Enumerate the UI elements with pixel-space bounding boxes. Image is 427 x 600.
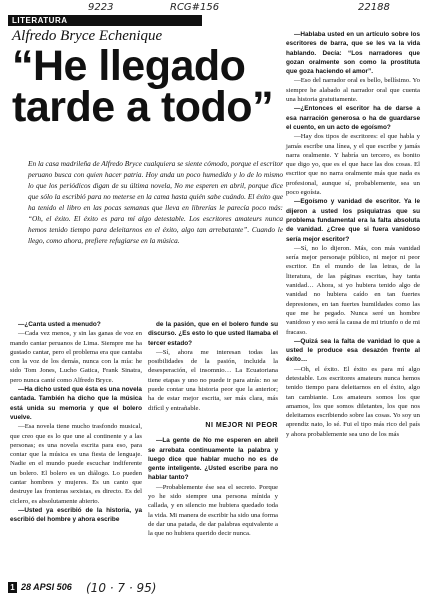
paragraph: —Hablaba usted en un artículo sobre los escritores de barra, que se les va la vida hablando. Decía: “Los narradores que gozan oralmente son como la prostituta que goza haciendo el amor”. xyxy=(286,31,420,76)
headline: “He llegado tarde a todo” xyxy=(12,42,274,131)
page-footer xyxy=(8,582,308,596)
paragraph: —Sí, ahora me interesan todas las posibilidades de la pasión, incluida la desesperación, el insomnio… La Ecuatoriana tiene etapas y uno no puede ir para atrás: no se puede contar una historia peor que la anterior; ha de estar mejor escrita, ser más clara, más difícil y entrañable. xyxy=(148,348,278,412)
paragraph: —¿Canta usted a menudo? xyxy=(18,321,101,328)
paragraph: —Oh, el éxito. El éxito es para mí algo detestable. Los escritores amateurs nunca hemos tenido tiempo para deleitarnos en el éxito, algo tan cambiante. Los amateurs somos los que amamos, los que somos diletantes, los que nos deleitamos escribiendo sobre las cosas. Yo soy un aprendiz nato, lo sé. Fui el tipo más rico del país y ahora probablemente sea uno de los más xyxy=(286,365,420,438)
paragraph: —Sí, no lo dijeron. Más, con más vanidad sería mejor personaje público, ni mejor ni peor escritor. En el mundo de las letras, de la literatura, de las páginas escritas, hay tanta vanidad… Ahora, si yo hubiera tenido algo de vanidad no hubiera caído en tan fuertes depresiones, en tan fuertes humildades como las que me he pegado. Nunca seré un hombre vanidoso y eso será la causa de mi triunfo o de mi fracaso. xyxy=(286,244,420,336)
paragraph: —Probablemente ése sea el secreto. Porque yo he sido siempre una persona mínida y callada, y en silencio me hubiera quedado toda la vida. Mi manera de escribir ha sido una forma de dar una patada, de dar palabras equivalente a la que no hubiera querido decir nunca. xyxy=(148,483,278,538)
handwritten-note-id: 9223 xyxy=(88,2,114,13)
paragraph: —Ha dicho usted que ésta es una novela cantada. También ha dicho que la música está unida su memoria y que el bolero vuelve. xyxy=(10,386,142,421)
author-name: Alfredo Bryce Echenique xyxy=(12,28,163,44)
subheading: NI MEJOR NI PEOR xyxy=(205,421,278,429)
paragraph: —La gente de No me esperen en abril se arrebata continuamente la palabra y luego dice que hablar mucho no es de gente inteligente. ¿Usted escribe para no hablar tanto? xyxy=(148,437,278,482)
handwritten-note-ref: RCG#156 xyxy=(170,2,220,13)
paragraph: —Usted ya escribió de la historia, ya escribió del hombre y ahora escribe xyxy=(10,506,142,524)
handwritten-note-number: 22188 xyxy=(358,2,390,13)
paragraph: —Cada vez menos, y sin las ganas de voz en mando cantar peruanos de Lima. Siempre me ha gustado cantar, pero el problema era que cantaba con la voz de los demás, nunca con la mía: he sido Tom Jones, Lucho Gatica, Frank Sinatra, pero nunca canté como Alfredo Bryce. xyxy=(10,330,142,384)
paragraph: —Hay dos tipos de escritores: el que habla y jamás escribe una línea, y el que escribe y jamás narra oralmente. Y habría un tercero, es bonito que digo yo, que es el que hace las dos cosas. El escritor que no narra oralmente más que nada es profesional, aunque sí, probablemente, sea un poco egoísta. xyxy=(286,133,420,197)
article-column-2 xyxy=(148,320,278,539)
lead-paragraph: En la casa madrileña de Alfredo Bryce cualquiera se siente cómodo, porque el escritor peruano busca con quien hacer patria. Hoy anda un poco humedido y lo de lo mismo lo que los periódicos digan de su última novela, No me esperen en abril, porque dice que sólo la escribió para no meterse en la cama hasta quién sabe cuándo. El éxito que ha tenido el libro en las pocas semanas que lleva en librerías le parecía poco más: “Oh, el éxito. El éxito es para mí algo detestable. Los escritores amateurs nunca hemos tenido tiempo para deleitarnos en el éxito, algo tan arrebatante”. Cuando le llego, como ahora, prefiere refugiarse en la música. xyxy=(28,159,283,245)
page-number: 28 APSI 506 xyxy=(21,582,72,592)
article-column-1 xyxy=(10,320,142,525)
paragraph: —Egoísmo y vanidad de escritor. Ya le dijeron a usted los psiquiatras que su problema fundamental era la falta absoluta de vanidad. ¿Cree que si fuera vanidoso sería mejor escritor? xyxy=(286,198,420,243)
paragraph: —Eso del narrador oral es bello, bellísimo. Yo siempre he alabado al narrador oral que cuenta una historia gratuitamente. xyxy=(286,77,420,104)
paragraph: —Quizá sea la falta de vanidad lo que a usted le produce esa desazón frente al éxito… xyxy=(286,337,420,364)
section-label: LITERATURA xyxy=(8,15,202,26)
paragraph: de la pasión, que en el bolero funde su discurso. ¿Es esto lo que usted llamaba el tercer estado? xyxy=(148,321,278,347)
paragraph: —Esa novela tiene mucho trasfondo musical, que creo que es lo que une al continente y a las personas; es una novela escrita para eso, para contar que la música es una fiesta de lenguaje. Nadie en el mundo puede escuchar indiferente un bolero. El bolero es un diálogo. Lo pueden cantar hombres y mujeres. Es un canto que destruye las fronteras sexistas, es directo. Es del ciclero, es absolutamente abierto. xyxy=(10,423,142,505)
handwritten-date: (10 · 7 · 95) xyxy=(86,581,157,595)
article-column-3 xyxy=(286,30,420,439)
page-marker-box: 1 xyxy=(8,582,17,593)
paragraph: —¿Entonces el escritor ha de darse a esa narración generosa o ha de guardarse el cuento, en un acto de egoísmo? xyxy=(286,105,420,131)
